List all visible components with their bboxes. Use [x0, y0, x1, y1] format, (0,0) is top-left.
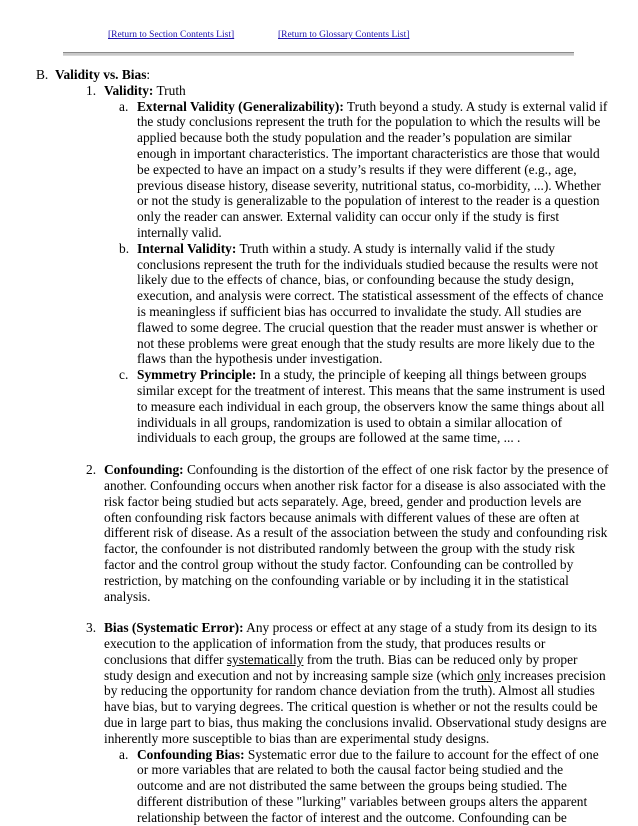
subitem-marker: b.: [119, 240, 130, 256]
term-bias: Bias (Systematic Error):: [104, 620, 244, 636]
item-bias: [0, 620, 638, 746]
nav-bar: [0, 30, 638, 44]
definition-bias-part-1: Any process or effect at any stage of a study from its design to its execution to the application of information from the study, that produces results or conclusions that differ: [104, 620, 597, 667]
emphasis-systematically: systematically: [226, 651, 304, 667]
subitem-marker: a.: [119, 746, 129, 762]
definition-symmetry-principle: In a study, the principle of keeping all things between groups similar except for the treatment of interest. This means that the same instrument is used to measure each individual in each group, the observers know the same things about all individuals in all groups, randomization is used to obtain a similar allocation of individuals to each group, the groups are followed at the same time, ... .: [137, 367, 605, 446]
section-heading: [55, 67, 615, 83]
subitem-internal-validity: [0, 241, 638, 367]
item-marker: 1.: [86, 82, 97, 98]
term-validity: Validity:: [104, 82, 154, 98]
subitem-marker: a.: [119, 98, 129, 114]
return-to-section-contents-link[interactable]: [Return to Section Contents List]: [108, 30, 235, 40]
section-marker: B.: [36, 67, 49, 82]
definition-bias-part-2: from the truth. Bias can be reduced only by proper study design and execution and not by increasing sample size (which: [104, 651, 578, 683]
term-internal-validity: Internal Validity:: [137, 240, 237, 256]
definition-external-validity: Truth beyond a study. A study is external valid if the study conclusions represent the truth for the population to which the results will be applied because both the study population and the reader’s population are similar enough in important characteristics. The important characteristics are those that would be expected to have an impact on a study’s results if they were different (e.g., age, previous disease history, disease severity, nutritional status, co-morbidity, ...). Whether or not the study is generalizable to the population of interest to the reader is a question only the reader can answer. External validity can occur only if the study is first internally valid.: [137, 98, 608, 240]
term-confounding-bias: Confounding Bias:: [137, 746, 245, 762]
definition-internal-validity: Truth within a study. A study is internally valid if the study conclusions represent the truth for the individuals studied because the results were not likely due to the effects of chance, bias, or confounding because the study design, execution, and analysis were correct. The statistical assessment of the effects of chance is meaningless if sufficient bias has occurred to invalidate the study. All studies are flawed to some degree. The crucial question that the reader must answer is whether or not these problems were great enough that the study results are more likely due to the flaws than the hypothesis under investigation.: [137, 240, 604, 367]
item-confounding: [0, 462, 638, 604]
subitem-symmetry-principle: [0, 367, 638, 446]
item-marker: 2.: [86, 462, 97, 478]
subitem-confounding-bias: [0, 747, 638, 826]
subitem-external-validity: [0, 99, 638, 241]
return-to-glossary-contents-link[interactable]: [Return to Glossary Contents List]: [278, 30, 410, 40]
section-title-suffix: :: [146, 67, 151, 82]
emphasis-only: only: [476, 667, 501, 683]
term-confounding: Confounding:: [104, 462, 184, 478]
glossary-content: [0, 67, 638, 826]
definition-confounding-bias: Systematic error due to the failure to account for the effect of one or more variables that are related to both the causal factor being studied and the outcome and are not distributed the same between the groups being studied. The different distribution of these "lurking" variables between groups alters the apparent relationship between the factor of interest and the outcome. Confounding can be: [137, 746, 599, 825]
horizontal-rule: [63, 52, 574, 56]
term-external-validity: External Validity (Generalizability):: [137, 98, 344, 114]
section-title: Validity vs. Bias: [55, 67, 147, 82]
item-validity: [0, 83, 638, 99]
definition-validity: Truth: [153, 82, 186, 98]
definition-confounding: Confounding is the distortion of the effect of one risk factor by the presence of another. Confounding occurs when another risk factor for a disease is also associated with the risk factor being studied but acts separately. Age, breed, gender and production levels are often confounding risk factors because animals with different values of these are often at different risk of disease. As a result of the association between the study and confounding risk factor, the confounder is not distributed randomly between the group with the study risk factor and the control group without the study factor. Confounding can be controlled by restriction, by matching on the confounding variable or by including it in the statistical analysis.: [104, 462, 609, 604]
item-marker: 3.: [86, 620, 97, 636]
subitem-marker: c.: [119, 367, 129, 383]
section-b: [0, 67, 638, 83]
term-symmetry-principle: Symmetry Principle:: [137, 367, 257, 383]
definition-bias-part-3: increases precision by reducing the opportunity for random chance deviation from the truth). Almost all studies have bias, but to varying degrees. The critical question is whether or not the results could be due in large part to bias, thus making the conclusions invalid. Observational study designs are inherently more susceptible to bias than are experimental study designs.: [104, 667, 607, 746]
